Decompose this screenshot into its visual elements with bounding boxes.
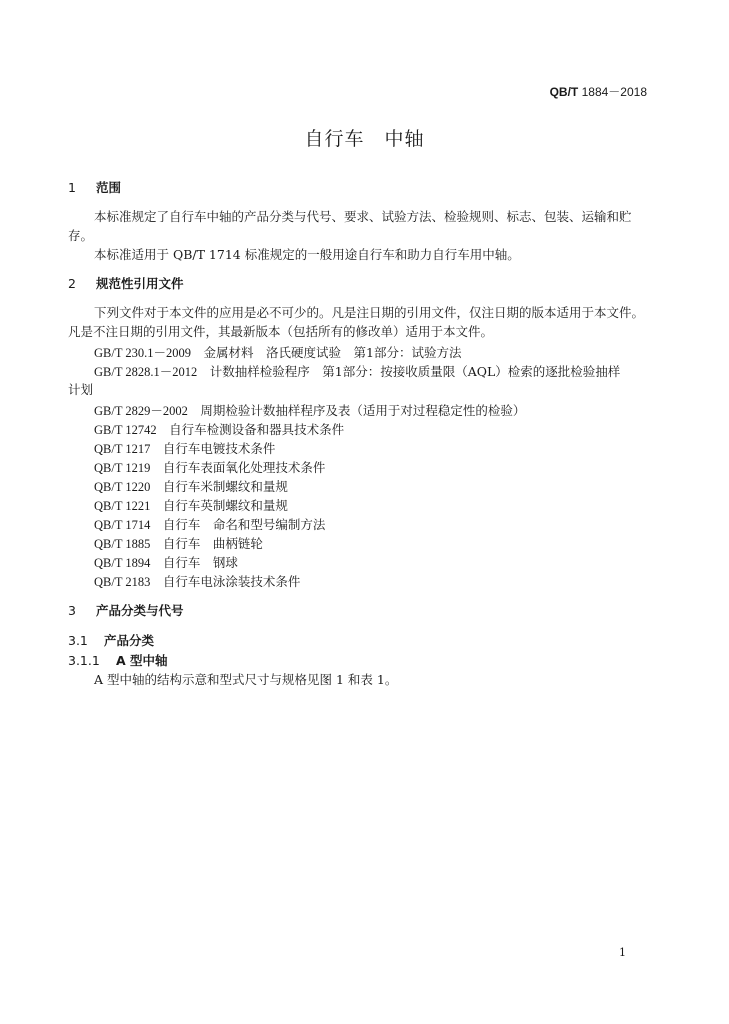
reference-code: QB/T 2183 (94, 575, 151, 589)
reference-title: 自行车 钢球 (162, 555, 238, 570)
reference-code: GB/T 230.1－2009 (94, 346, 191, 360)
standard-prefix: QB/T (549, 85, 579, 99)
reference-item (94, 572, 300, 590)
subsection-3-1-1-heading (68, 651, 168, 669)
section-3-paragraph (68, 670, 658, 689)
section-title: 规范性引用文件 (96, 276, 184, 291)
paragraph-line: A 型中轴的结构示意和型式尺寸与规格见图 1 和表 1。 (94, 672, 398, 687)
standard-number: 1884－2018 (578, 85, 647, 99)
paragraph-line: 存。 (68, 228, 94, 243)
reference-code: QB/T 1714 (94, 518, 151, 532)
section-title: 范围 (96, 180, 122, 195)
reference-title: 自行车表面氧化处理技术条件 (162, 460, 326, 475)
reference-code: QB/T 1894 (94, 556, 151, 570)
reference-item (94, 362, 620, 380)
section-number: 3 (68, 603, 76, 618)
reference-title: 自行车电泳涂装技术条件 (162, 574, 301, 589)
reference-item (94, 343, 461, 361)
subsection-title: A 型中轴 (116, 653, 168, 668)
reference-item (94, 420, 344, 438)
reference-continuation: 计划 (68, 382, 94, 397)
reference-title: 自行车 曲柄链轮 (162, 536, 263, 551)
reference-code: GB/T 2829－2002 (94, 404, 188, 418)
subsection-number: 3.1 (68, 633, 88, 648)
section-3-heading (68, 601, 184, 619)
reference-item (94, 439, 275, 457)
reference-title: 计数抽样检验程序 第1部分：按接收质量限（AQL）检索的逐批检验抽样 (209, 364, 621, 379)
paragraph-line: 本标准适用于 QB/T 1714 标准规定的一般用途自行车和助力自行车用中轴。 (94, 247, 520, 262)
subsection-number: 3.1.1 (68, 653, 100, 668)
section-title: 产品分类与代号 (96, 603, 184, 618)
section-number: 1 (68, 180, 76, 195)
subsection-title: 产品分类 (104, 633, 155, 648)
standard-code (550, 83, 647, 100)
reference-code: GB/T 12742 (94, 423, 157, 437)
reference-code: QB/T 1219 (94, 461, 151, 475)
reference-code: GB/T 2828.1－2012 (94, 365, 198, 379)
section-2-heading (68, 274, 184, 292)
reference-item (94, 515, 325, 533)
reference-title: 自行车英制螺纹和量规 (162, 498, 288, 513)
reference-item (94, 401, 525, 419)
reference-title: 周期检验计数抽样程序及表（适用于对过程稳定性的检验） (200, 403, 526, 418)
reference-code: QB/T 1220 (94, 480, 151, 494)
reference-title: 自行车检测设备和器具技术条件 (169, 422, 345, 437)
reference-item (94, 458, 325, 476)
subsection-3-1-heading (68, 631, 154, 649)
reference-title: 自行车电镀技术条件 (162, 441, 276, 456)
page-number: 1 (619, 946, 626, 959)
reference-item (94, 477, 288, 495)
paragraph-line: 本标准规定了自行车中轴的产品分类与代号、要求、试验方法、检验规则、标志、包装、运输和贮 (94, 209, 632, 224)
reference-title: 自行车米制螺纹和量规 (162, 479, 288, 494)
section-1-paragraph-1 (68, 207, 658, 245)
paragraph-line: 凡是不注日期的引用文件，其最新版本（包括所有的修改单）适用于本文件。 (68, 324, 494, 339)
section-2-intro (68, 303, 658, 341)
reference-code: QB/T 1221 (94, 499, 151, 513)
reference-title: 自行车 命名和型号编制方法 (162, 517, 326, 532)
paragraph-line: 下列文件对于本文件的应用是必不可少的。凡是注日期的引用文件，仅注日期的版本适用于本文件。 (94, 305, 645, 320)
reference-code: QB/T 1885 (94, 537, 151, 551)
reference-code: QB/T 1217 (94, 442, 151, 456)
reference-title: 金属材料 洛氏硬度试验 第1部分：试验方法 (203, 345, 462, 360)
reference-item (94, 496, 288, 514)
section-1-heading (68, 178, 121, 196)
document-title: 自行车 中轴 (304, 128, 425, 150)
section-number: 2 (68, 276, 76, 291)
reference-item (94, 553, 238, 571)
reference-item (94, 534, 263, 552)
section-1-paragraph-2 (68, 245, 658, 264)
